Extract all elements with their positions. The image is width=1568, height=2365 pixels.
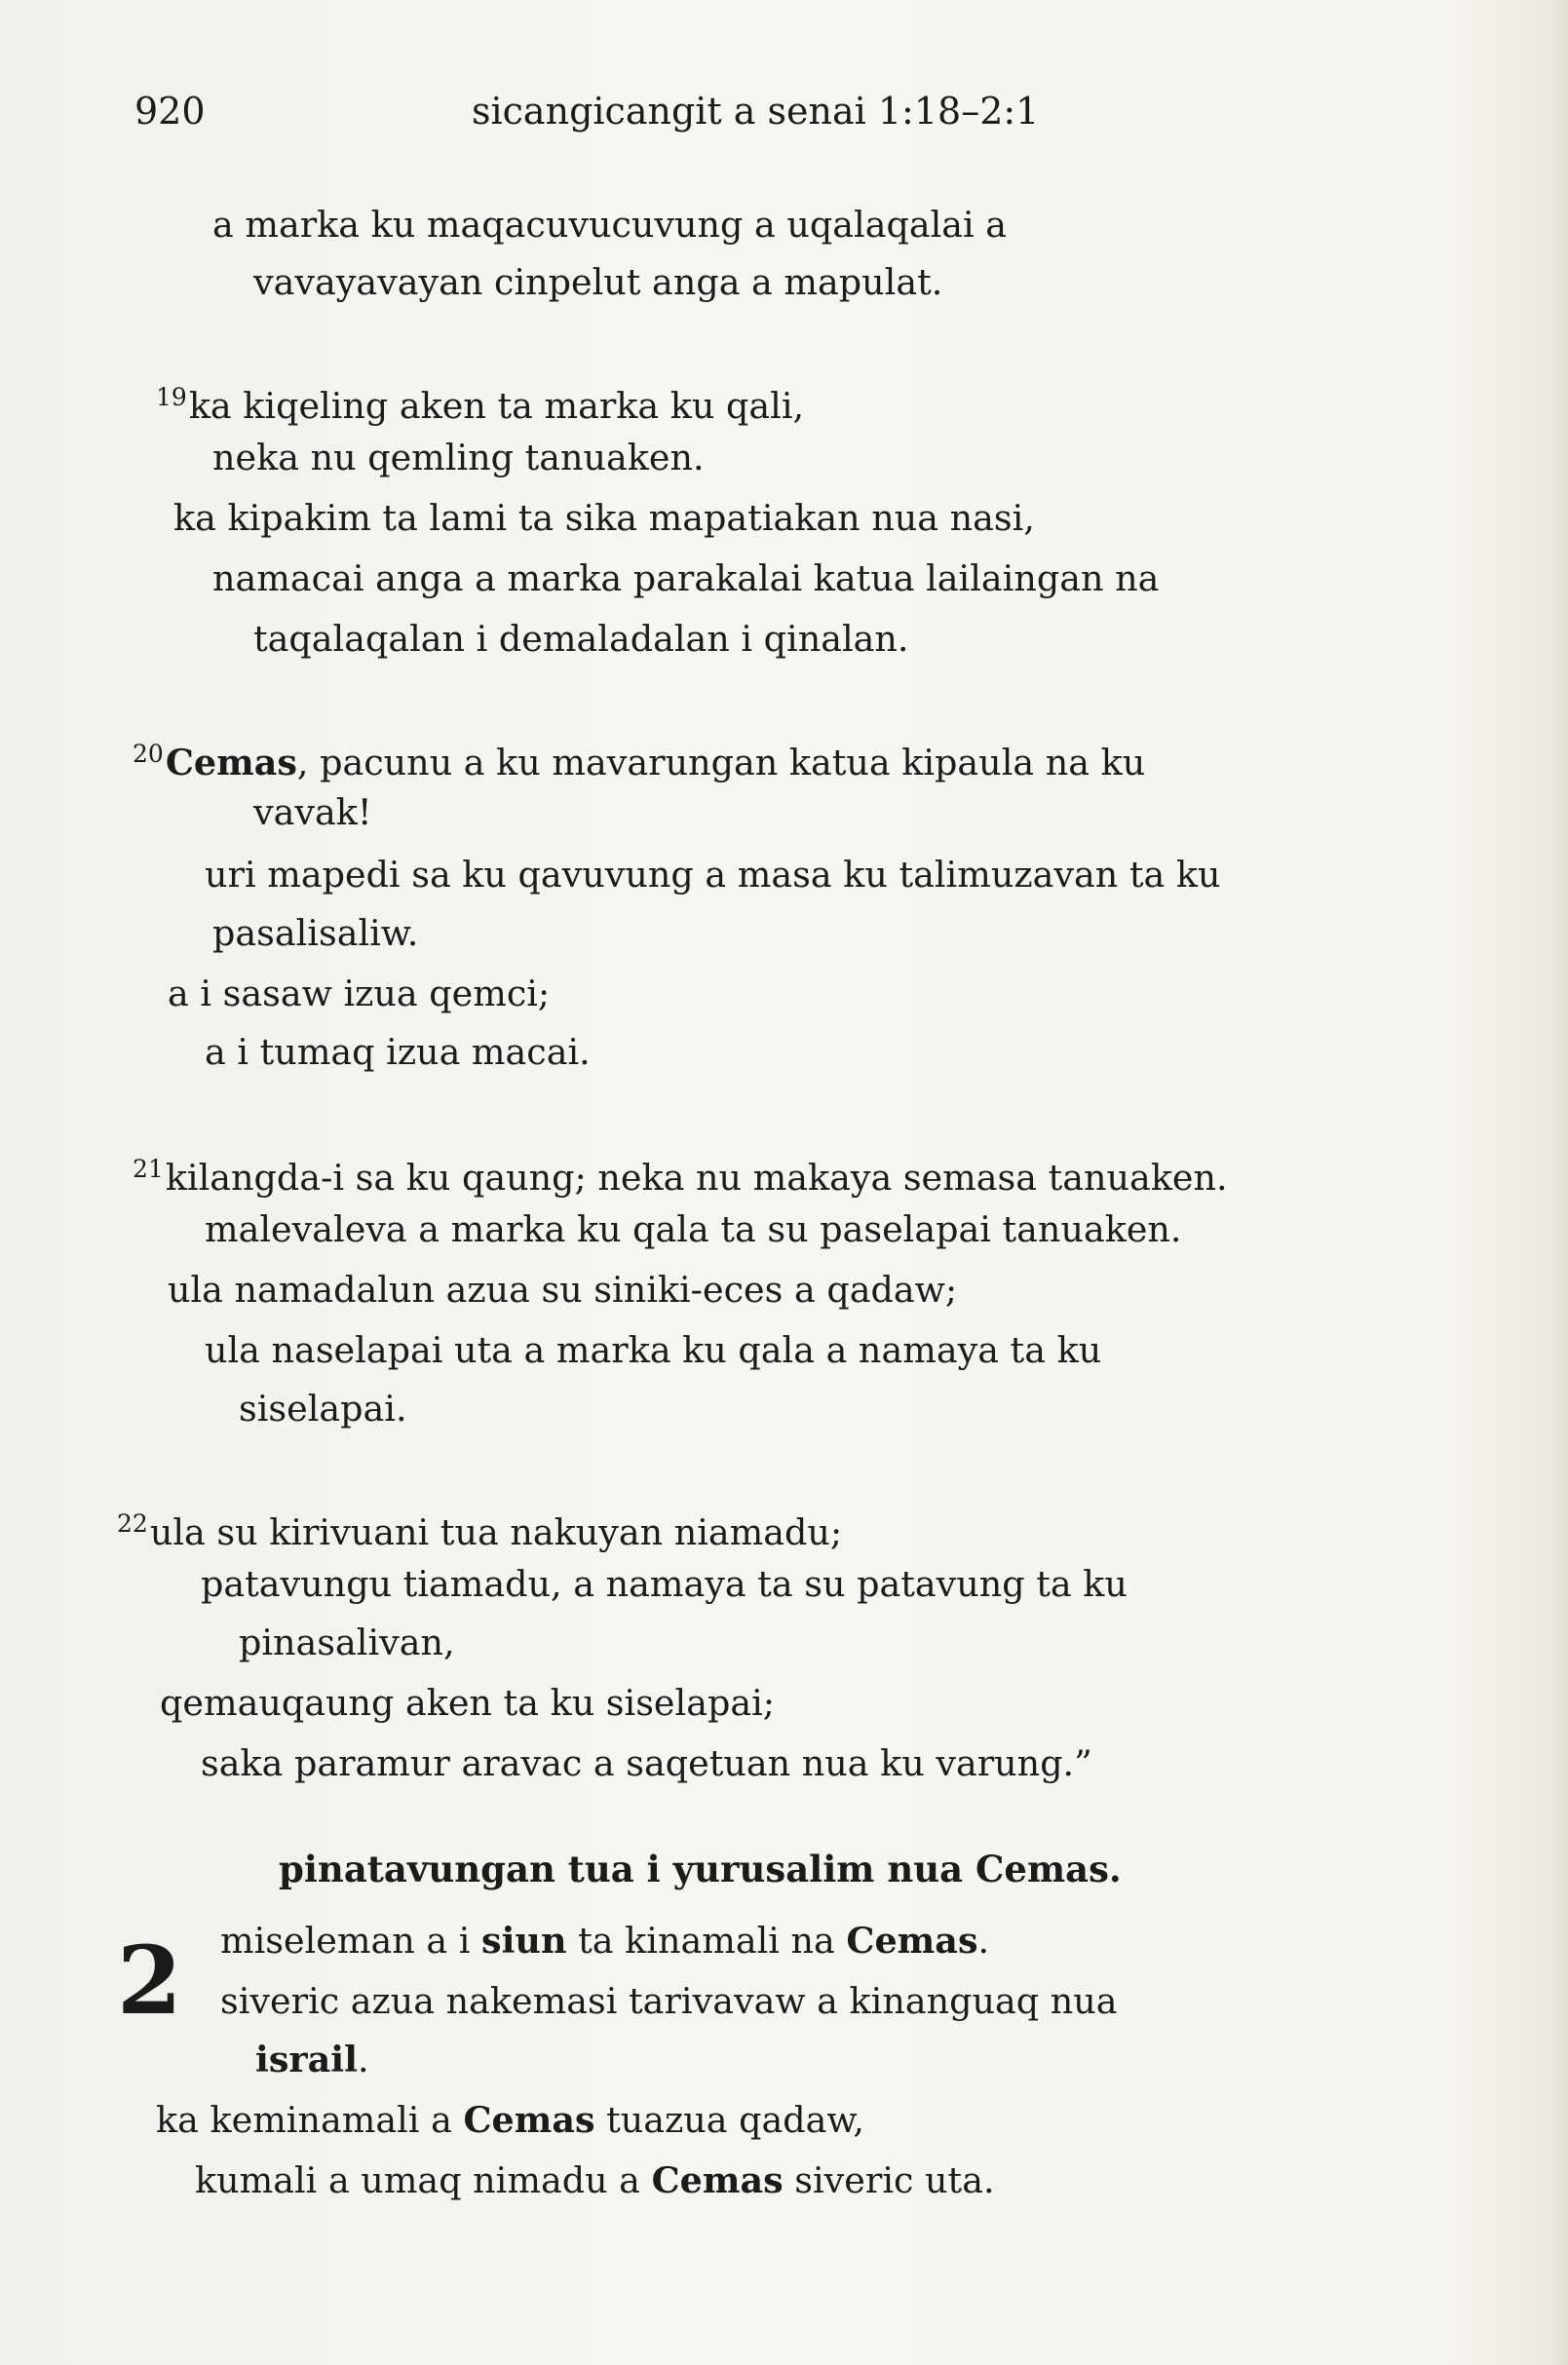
text-line: pinasalivan, <box>239 1621 455 1663</box>
text-line: neka nu qemling tanuaken. <box>212 437 705 478</box>
text-line: malevaleva a marka ku qala ta su paselapai tanuaken. <box>205 1208 1182 1250</box>
page-header <box>134 90 1402 148</box>
text-line: vavak! <box>253 791 372 833</box>
text-line: kilangda-i sa ku qaung; neka nu makaya semasa tanuaken. <box>165 1157 1228 1199</box>
text-line: pasalisaliw. <box>212 912 419 954</box>
text-span: . <box>977 1920 990 1962</box>
verse-22-line <box>117 1499 842 1558</box>
text-span: ta kinamali na <box>566 1920 847 1962</box>
text-line: qemauqaung aken ta ku siselapai; <box>160 1682 776 1724</box>
text-line: uri mapedi sa ku qavuvung a masa ku talimuzavan ta ku <box>205 854 1221 896</box>
text-line: patavungu tiamadu, a namaya ta su patavung ta ku <box>201 1563 1128 1605</box>
text-span: . <box>358 2039 369 2080</box>
text-line: saka paramur aravac a saqetuan nua ku varung.” <box>201 1742 1092 1784</box>
divine-name: Cemas <box>651 2159 784 2201</box>
divine-name: Cemas <box>165 742 297 783</box>
text-line: ka kipakim ta lami ta sika mapatiakan nua nasi, <box>173 497 1035 539</box>
text-span: siveric uta. <box>783 2159 995 2201</box>
text-line: ula namadalun azua su siniki-eces a qadaw; <box>168 1269 958 1311</box>
text-line: namacai anga a marka parakalai katua lailaingan na <box>212 557 1160 599</box>
place-name: siun <box>481 1920 567 1962</box>
page-number: 920 <box>134 90 206 133</box>
verse-number: 20 <box>133 740 164 768</box>
text-span: ka keminamali a <box>156 2099 464 2141</box>
page-edge-shadow <box>1550 0 1568 2365</box>
chapter2-line-4 <box>156 2095 864 2146</box>
chapter2-line-1 <box>220 1916 989 1966</box>
verse-number: 19 <box>156 383 187 411</box>
chapter-number: 2 <box>117 1926 182 2036</box>
verse-21-line <box>133 1144 1228 1203</box>
text-line: a marka ku maqacuvucuvung a uqalaqalai a <box>212 204 1008 246</box>
verse-19-line <box>156 372 804 432</box>
chapter2-line-5 <box>195 2155 995 2206</box>
text-span: kumali a umaq nimadu a <box>195 2159 652 2201</box>
text-line: a i tumaq izua macai. <box>205 1031 591 1073</box>
text-span: tuazua qadaw, <box>594 2099 864 2141</box>
place-name: israil <box>255 2039 359 2080</box>
text-line: , pacunu a ku mavarungan katua kipaula na ku <box>296 742 1146 783</box>
text-line: siselapai. <box>239 1388 407 1430</box>
text-line: taqalaqalan i demaladalan i qinalan. <box>253 618 909 660</box>
verse-number: 21 <box>133 1155 164 1183</box>
running-title: sicangicangit a senai 1:18–2:1 <box>472 90 1040 133</box>
text-span: miseleman a i <box>220 1920 482 1962</box>
text-line: vavayavayan cinpelut anga a mapulat. <box>253 261 943 303</box>
text-line: ula su kirivuani tua nakuyan niamadu; <box>149 1511 843 1553</box>
verse-number: 22 <box>117 1509 148 1538</box>
verse-20-line <box>133 729 1145 788</box>
chapter2-line-3 <box>255 2035 369 2085</box>
chapter2-line-2: siveric azua nakemasi tarivavaw a kinanguaq nua <box>220 1980 1118 2022</box>
text-line: ka kiqeling aken ta marka ku qali, <box>188 385 805 427</box>
text-line: ula naselapai uta a marka ku qala a namaya ta ku <box>205 1329 1102 1371</box>
text-line: a i sasaw izua qemci; <box>168 973 551 1014</box>
section-heading: pinatavungan tua i yurusalim nua Cemas. <box>279 1848 1122 1890</box>
divine-name: Cemas <box>463 2099 595 2141</box>
divine-name: Cemas <box>846 1920 978 1962</box>
